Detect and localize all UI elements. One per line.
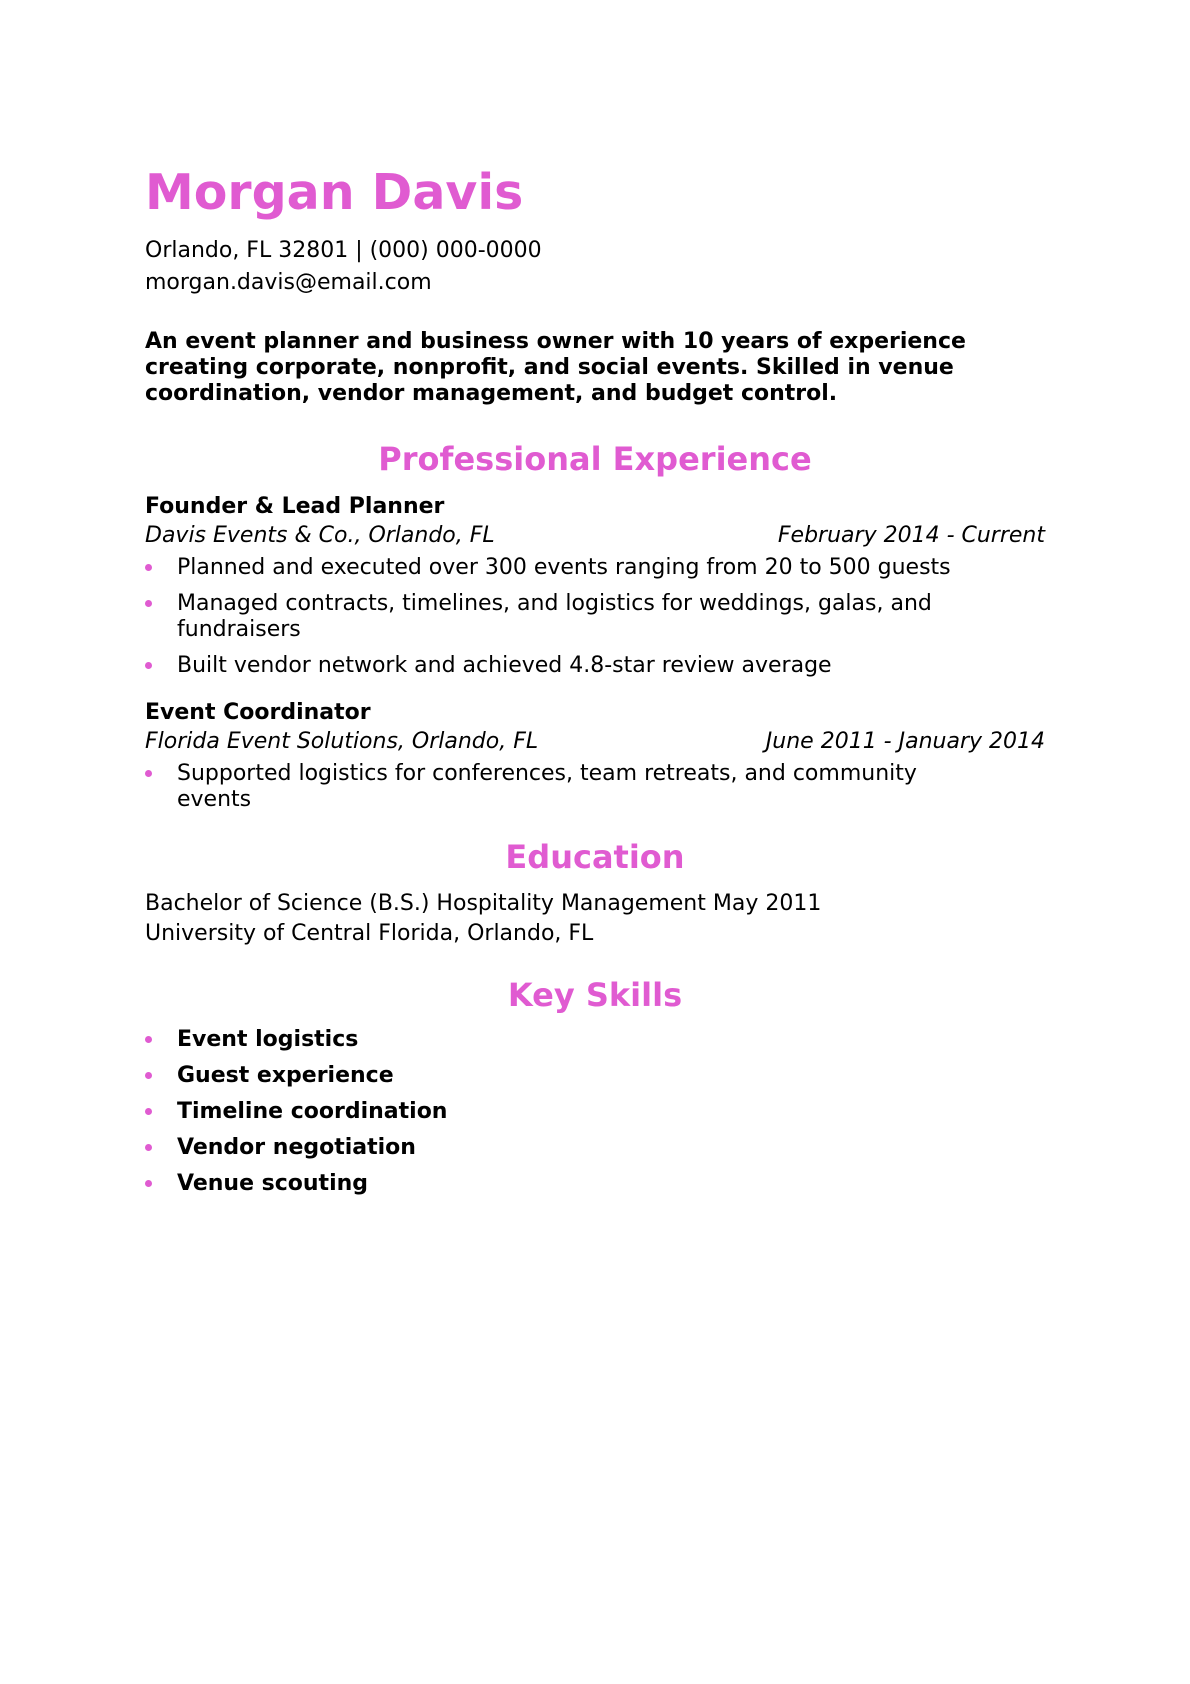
job-dates: February 2014 - Current (777, 523, 1045, 548)
skill-text: Vendor negotiation (177, 1135, 416, 1160)
bullet-text: Supported logistics for conferences, team retreats, and community events (177, 761, 917, 812)
experience-heading: Professional Experience (378, 440, 812, 478)
summary-paragraph: An event planner and business owner with 10 years of experience creating corporate, nonprofit, and social events. Skilled in venue coordination, vendor management, and budget control. (145, 329, 966, 406)
job-bullet-list (145, 555, 1045, 679)
bullet-icon (145, 770, 152, 777)
job-meta (145, 727, 1045, 757)
degree-line: Bachelor of Science (B.S.) Hospitality Management May 2011 (145, 891, 822, 916)
bullet-text: Managed contracts, timelines, and logistics for weddings, galas, and fundraisers (177, 591, 932, 642)
location-phone: Orlando, FL 32801 | (000) 000-0000 (145, 238, 542, 263)
list-item (145, 591, 977, 643)
job-title: Founder & Lead Planner (145, 494, 445, 519)
list-item (145, 761, 977, 813)
list-item (145, 1099, 1045, 1125)
bullet-icon (145, 564, 152, 571)
job-dates: June 2011 - January 2014 (765, 729, 1045, 754)
bullet-icon (145, 1072, 152, 1079)
list-item (145, 653, 977, 679)
list-item (145, 1135, 1045, 1161)
job-title: Event Coordinator (145, 700, 371, 725)
email-address: morgan.davis@email.com (145, 270, 432, 295)
job-meta (145, 521, 1045, 551)
job-company: Florida Event Solutions, Orlando, FL (145, 729, 539, 754)
bullet-icon (145, 662, 152, 669)
school-line: University of Central Florida, Orlando, FL (145, 921, 594, 946)
skills-list (145, 1027, 1045, 1197)
job-entry (145, 493, 1045, 679)
skill-text: Guest experience (177, 1063, 394, 1088)
education-entry (145, 889, 1045, 949)
candidate-name: Morgan Davis (145, 164, 524, 221)
bullet-icon (145, 1144, 152, 1151)
skill-text: Venue scouting (177, 1171, 369, 1196)
list-item (145, 555, 977, 581)
list-item (145, 1027, 1045, 1053)
education-heading: Education (505, 838, 685, 876)
job-bullet-list (145, 761, 1045, 813)
bullet-text: Planned and executed over 300 events ranging from 20 to 500 guests (177, 555, 951, 580)
list-item (145, 1171, 1045, 1197)
skill-text: Timeline coordination (177, 1099, 448, 1124)
list-item (145, 1063, 1045, 1089)
bullet-icon (145, 1036, 152, 1043)
skill-text: Event logistics (177, 1027, 359, 1052)
bullet-icon (145, 1180, 152, 1187)
skills-heading: Key Skills (507, 976, 683, 1014)
bullet-icon (145, 1108, 152, 1115)
bullet-text: Built vendor network and achieved 4.8-star review average (177, 653, 832, 678)
bullet-icon (145, 600, 152, 607)
job-company: Davis Events & Co., Orlando, FL (145, 523, 495, 548)
job-entry (145, 699, 1045, 813)
